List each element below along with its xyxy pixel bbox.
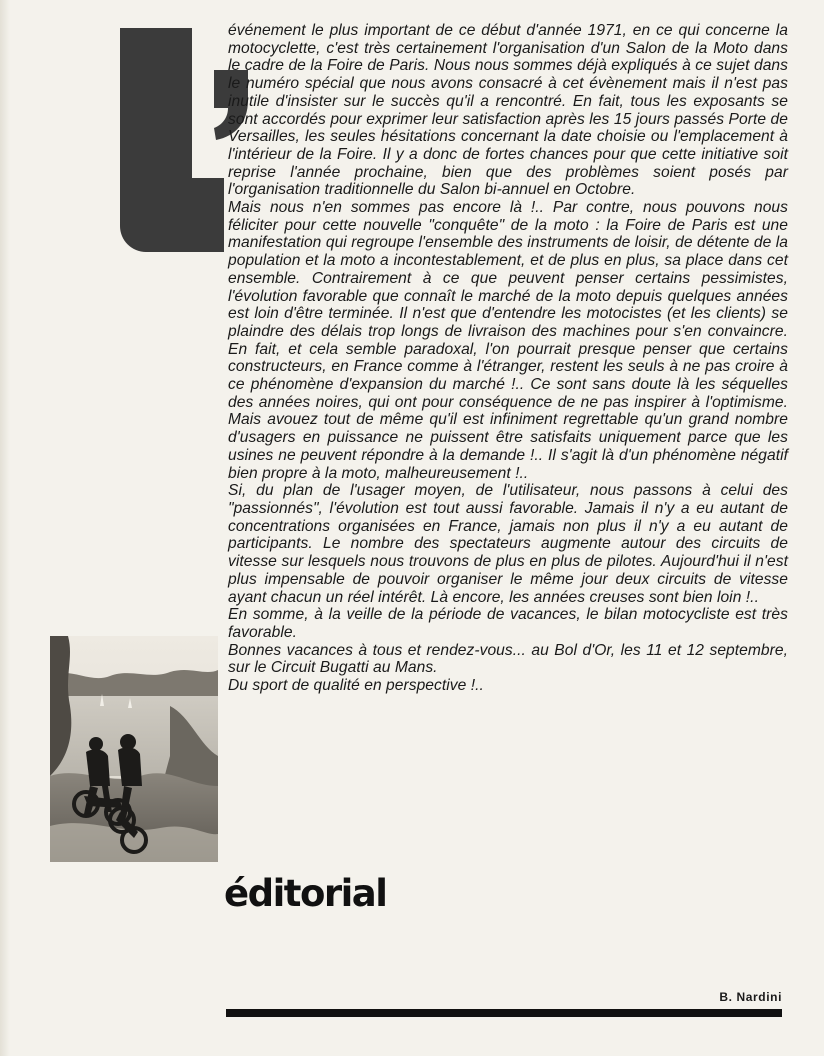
editorial-body bbox=[228, 22, 788, 695]
motorcycle-riders-photo bbox=[50, 636, 218, 862]
paragraph-6: Du sport de qualité en perspective !.. bbox=[228, 677, 484, 695]
page-edge bbox=[0, 0, 10, 1056]
drop-cap-letter-l bbox=[120, 28, 224, 252]
bottom-rule bbox=[226, 1009, 782, 1017]
paragraph-5: Bonnes vacances à tous et rendez-vous... au Bol d'Or, les 11 et 12 septembre, sur le Circuit Bugatti au Mans. bbox=[228, 641, 788, 677]
paragraph-4: En somme, à la veille de la période de vacances, le bilan motocycliste est très favorable. bbox=[228, 606, 788, 641]
paragraph-2: Mais nous n'en sommes pas encore là !.. Par contre, nous pouvons nous féliciter pour cette nouvelle "conquête" de la moto : la Foire de Paris est une manifestation qui regroupe l'ensemble des instruments de loisir, de détente de la population et la moto a incontestablement, et de plus en plus, sa place dans cet ensemble. Contrairement à ce que peuvent penser certains pessimistes, l'évolution favorable que connaît le marché de la moto depuis quelques années est loin d'être terminée. Il n'est que d'entendre les motocistes (et les clients) se plaindre des délais trop longs de livraison des machines pour s'en convaincre. En fait, et cela semble paradoxal, l'on pourrait presque penser que certains constructeurs, en France comme à l'étranger, restent les seuls à ne pas croire à ce phénomène d'expansion du marché !.. Ce sont sans doute là les séquelles des années noires, qui ont pour conséquence de ne pas inspirer à l'optimisme. Mais avouez tout de même qu'il est infiniment regrettable qu'un grand nombre d'usagers en puissance ne puissent être satisfaits uniquement parce que les usines ne peuvent répondre à la demande !.. Il s'agit là d'un phénomène négatif bien propre à la moto, malheureusement !.. bbox=[228, 199, 788, 482]
paragraph-1: événement le plus important de ce début d'année 1971, en ce qui concerne la motocyclette, c'est très certainement l'organisation d'un Salon de la Moto dans le cadre de la Foire de Paris. Nous nous sommes déjà expliqués à ce sujet dans le numéro spécial que nous avons consacré à cet évènement mais il n'est pas inutile d'insister sur le succès qu'il a rencontré. En fait, tous les exposants se sont accordés pour exprimer leur satisfaction après les 15 jours passés Porte de Versailles, les seules hésitations concernant la date choisie ou l'emplacement à l'intérieur de la Foire. Il y a donc de fortes chances pour que cette initiative soit reprise l'année prochaine, bien que des problèmes soient posés par l'organisation traditionnelle du Salon bi-annuel en Octobre. bbox=[228, 22, 788, 199]
author-signature: B. Nardini bbox=[719, 990, 782, 1004]
paragraph-3: Si, du plan de l'usager moyen, de l'utilisateur, nous passons à celui des "passionnés", l'évolution est tout aussi favorable. Jamais il n'y a eu autant de concentrations organisées en France, jamais non plus il n'y a eu autant de participants. Le nombre des spectateurs augmente autour des circuits de vitesse sur lesquels nous trouvons de plus en plus de pilotes. Aujourd'hui il n'est plus impensable de pouvoir organiser le même jour deux circuits de vitesse ayant chacun un réel intérêt. Là encore, les années creuses sont bien loin !.. bbox=[228, 482, 788, 606]
editorial-title: éditorial bbox=[224, 872, 387, 915]
